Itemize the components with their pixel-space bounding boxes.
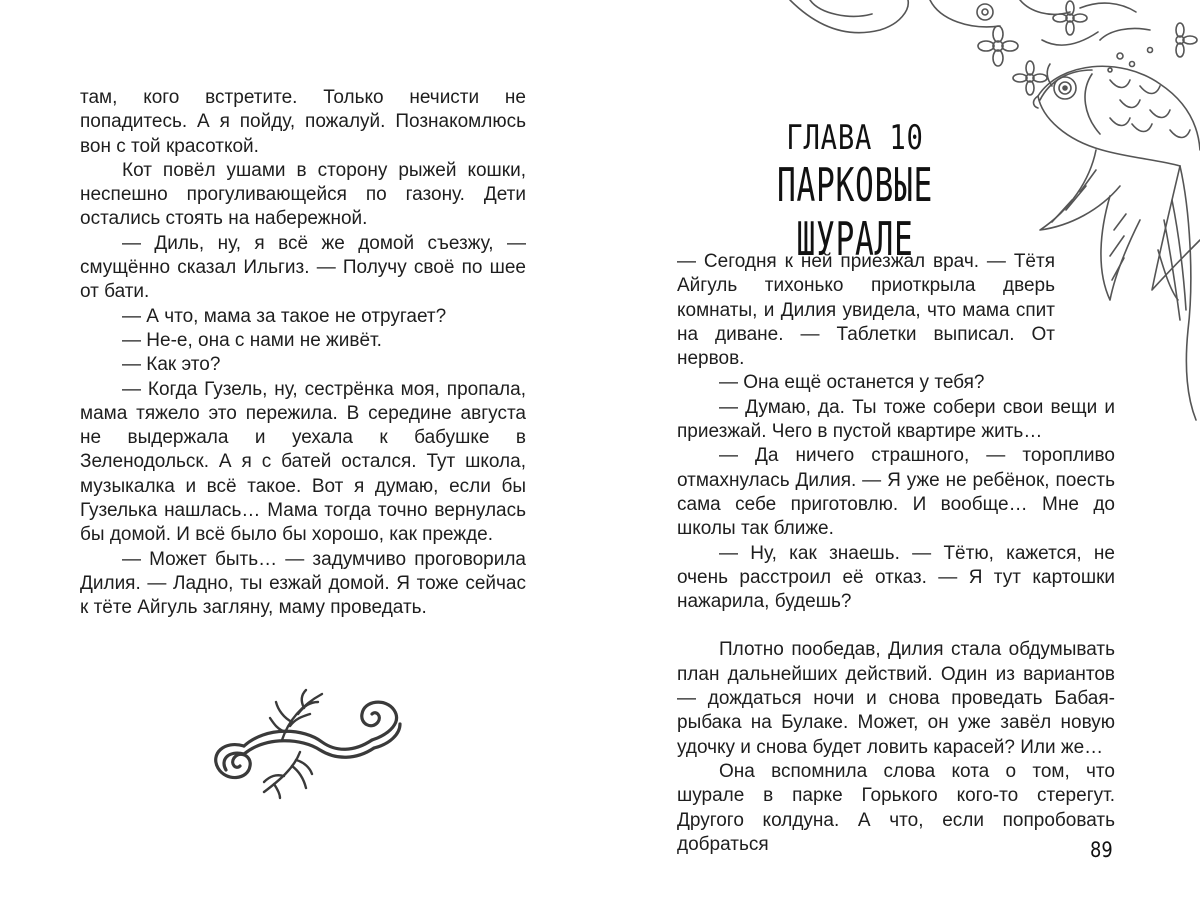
paragraph: — Она ещё останется у тебя? <box>719 372 985 394</box>
chapter-title: ПАРКОВЫЕ ШУРАЛЕ <box>776 158 934 266</box>
paragraph: — Ну, как знаешь. — Тётю, кажется, не очень расстроил её отказ. — Я тут картошки нажарила, будешь? <box>677 542 1115 613</box>
paragraph: Плотно пообедав, Дилия стала обдумывать план дальнейших действий. Один из вариантов — дождаться ночи и снова проведать Бабая-рыбака на Булаке. Может, он уже завёл новую удочку и снова будет ловить карасей? Или же… <box>677 639 1115 758</box>
paragraph: Она вспомнила слова кота о том, что шурале в парке Горького кого-то стерегут. Другого колдуна. А что, если попробовать добраться <box>677 760 1115 855</box>
paragraph: — А что, мама за такое не отругает? <box>122 305 447 327</box>
paragraph: — Да ничего страшного, — торопливо отмахнулась Дилия. — Я уже не ребёнок, поесть сама себе приготовлю. И вообще… Мне до школы так ближе. <box>677 445 1115 540</box>
paragraph: — Не-е, она с нами не живёт. <box>122 329 382 351</box>
paragraph: — Как это? <box>122 354 221 376</box>
paragraph: — Когда Гузель, ну, сестрёнка моя, пропала, мама тяжело это пережила. В середине августа не выдержала и уехала к бабушке в Зеленодольск. А я с батей остался. Тут школа, музыкалка и всё такое. Вот я думаю, если бы Гузелька нашлась… Мама тогда точно вернулась бы домой. И всё было бы хорошо, как прежде. <box>80 378 526 546</box>
right-page <box>600 0 1200 900</box>
floral-scroll-ornament-icon <box>204 688 404 798</box>
paragraph: — Может быть… — задумчиво проговорила Дилия. — Ладно, ты езжай домой. Я тоже сейчас к тёте Айгуль загляну, маму проведать. <box>80 548 526 619</box>
paragraph: Кот повёл ушами в сторону рыжей кошки, неспешно прогуливающейся по газону. Дети остались стоять на набережной. <box>80 159 526 230</box>
paragraph: — Думаю, да. Ты тоже собери свои вещи и приезжай. Чего в пустой квартире жить… <box>677 396 1115 443</box>
chapter-label: ГЛАВА 10 <box>786 118 924 158</box>
left-page-text <box>80 86 526 621</box>
paragraph: там, кого встретите. Только нечисти не попадитесь. А я пойду, пожалуй. Познакомлюсь вон с той красоткой. <box>80 87 526 157</box>
page-number: 89 <box>1090 838 1113 862</box>
paragraph: — Сегодня к ней приезжал врач. — Тётя Айгуль тихонько приоткрыла дверь комнаты, и Дилия увидела, что мама спит на диване. — Таблетки выписал. От нервов. <box>677 251 1055 370</box>
paragraph: — Диль, ну, я всё же домой съезжу, — смущённо сказал Ильгиз. — Получу своё по шее от бати. <box>80 232 526 303</box>
right-page-text <box>677 250 1115 857</box>
